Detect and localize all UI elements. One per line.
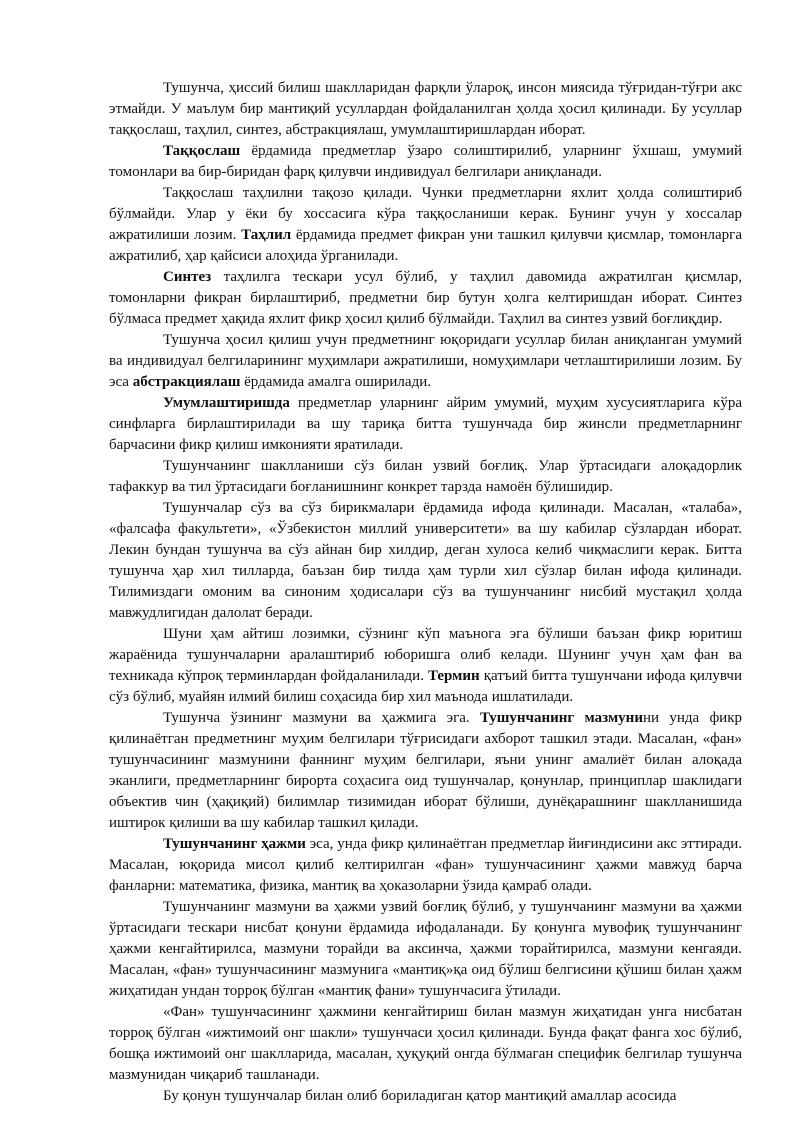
paragraph (109, 141, 742, 183)
paragraph (109, 393, 742, 456)
paragraph-text: Тушунчанинг мазмуни ва ҳажми узвий боғлиқ бўлиб, у тушунчанинг мазмуни ва ҳажми ўртасидаги тескари нисбат қонуни ёрдамида ифодаланади. Бу қонунга мувофиқ тушунчанинг ҳажми кенгайтирилса, мазмуни торайди ва аксинча, ҳажми торайтирилса, мазмуни кенгаяди. Масалан, «фан» тушунчасининг мазмунига «мантиқ»қа оид бўлиш белгисини қўшиш билан ҳажм жиҳатидан ундан торроқ бўлган «мантиқ фани» тушунчасига ўтилади. (109, 899, 742, 999)
paragraph-text: ни унда фикр қилинаётган предметнинг муҳим белгилари тўғрисидаги ахборот ташкил этади. Масалан, «фан» тушунчасининг мазмунини фаннинг муҳим белгилари, яъни унинг амалиёт билан алоқада эканлиги, предметларнинг бирорта соҳасига оид тушунчалар, қонунлар, принциплар шаклидаги объектив чин (ҳақиқий) билимлар тизимидан иборат бўлиши, дунёқарашнинг шаклланишида иштирок қилиши ва шу кабилар ташкил қилади. (109, 710, 742, 831)
paragraph-text: ёрдамида предметлар ўзаро солиштирилиб, уларнинг ўхшаш, умумий томонлари ва бир-биридан фарқ қилувчи индивидуал белгилари аниқланади. (109, 143, 742, 180)
paragraph-text: таҳлилга тескари усул бўлиб, у таҳлил давомида ажратилган қисмлар, томонларни фикран бирлаштириб, предметни бир бутун ҳолга келтиришдан иборат. Синтез бўлмаса предмет ҳақида яхлит фикр ҳосил қилиб бўлмайди. Таҳлил ва синтез узвий боғлиқдир. (109, 269, 742, 327)
bold-term: Умумлаштиришда (163, 395, 290, 411)
paragraph-text: қатъий битта тушунчани ифода қилувчи сўз бўлиб, муайян илмий билиш соҳасида бир хил маънода ишлатилади. (109, 668, 742, 705)
paragraph (109, 183, 742, 267)
bold-term: Таққослаш (163, 143, 241, 159)
paragraph-text: Таққослаш таҳлилни тақозо қилади. Чунки предметларни яхлит ҳолда солиштириб бўлмайди. Улар у ёки бу хоссасига кўра таққосланиши керак. Бунинг учун у хоссалар ажратилиши лозим. (109, 185, 742, 243)
paragraph-text: Тушунча, ҳиссий билиш шаклларидан фарқли ўлароқ, инсон миясида тўғридан-тўғри акс этмайди. У маълум бир мантиқий усуллардан фойдаланилган ҳолда ҳосил қилинади. Бу усуллар таққослаш, таҳлил, синтез, абстракциялаш, умумлаштиришлардан иборат. (109, 80, 742, 138)
paragraph (109, 897, 742, 1002)
paragraph (109, 834, 742, 897)
paragraph (109, 708, 742, 834)
paragraph-text: Тушунча ҳосил қилиш учун предметнинг юқоридаги усуллар билан аниқланган умумий ва индивидуал белгиларининг муҳимлари ажратилиши, номуҳимлари четлаштирилиши лозим. Бу эса (109, 332, 742, 390)
paragraph-text: ёрдамида амалга оширилади. (240, 374, 431, 390)
bold-term: Термин (427, 668, 480, 684)
paragraph-text: Тушунчанинг шаклланиши сўз билан узвий боғлиқ. Улар ўртасидаги алоқадорлик тафаккур ва тил ўртасидаги боғланишнинг конкрет тарзда намоён бўлишидир. (109, 458, 742, 495)
paragraph (109, 78, 742, 141)
paragraph (109, 456, 742, 498)
paragraph-text: Тушунчалар сўз ва сўз бирикмалари ёрдамида ифода қилинади. Масалан, «талаба», «фалсафа факультети», «Ўзбекистон миллий университети» ва шу кабилар сўзлардан иборат. Лекин бундан тушунча ва сўз айнан бир хилдир, деган хулоса келиб чиқмаслиги керак. Битта тушунча ҳар хил тилларда, баъзан бир тилда ҳам турли хил сўзлар билан ифода қилинади. Тилимиздаги омоним ва синоним ҳодисалари сўз ва тушунчанинг нисбий мустақил ҳолда мавжудлигидан далолат беради. (109, 500, 742, 621)
paragraph-text: Тушунча ўзининг мазмуни ва ҳажмига эга. (163, 710, 480, 726)
paragraph-text: эса, унда фикр қилинаётган предметлар йиғиндисини акс эттиради. Масалан, юқорида мисол қилиб келтирилган «фан» тушунчасининг ҳажми мавжуд барча фанларни: математика, физика, мантиқ ва ҳоказоларни ўзида қамраб олади. (109, 836, 743, 894)
paragraph (109, 330, 742, 393)
paragraph-text: «Фан» тушунчасининг ҳажмини кенгайтириш билан мазмун жиҳатидан унга нисбатан торроқ бўлган «ижтимоий онг шакли» тушунчаси ҳосил қилинади. Бунда фақат фанга хос бўлиб, бошқа ижтимоий онг шаклларида, масалан, ҳуқуқий онгда бўлмаган специфик белгилар тушунча мазмунидан чиқариб ташланади. (109, 1004, 742, 1083)
bold-term: Тушунчанинг мазмуни (479, 710, 643, 726)
bold-term: Синтез (163, 269, 212, 285)
paragraph (109, 498, 742, 624)
bold-term: абстракциялаш (132, 374, 241, 390)
bold-term: Тушунчанинг ҳажми (163, 836, 306, 852)
paragraph-text: предметлар уларнинг айрим умумий, муҳим хусусиятларига кўра синфларга бирлаштирилади ва шу тариқа битта тушунчада бир жинсли предметларнинг барчасини фикр қилиш имконияти яратилади. (109, 395, 742, 453)
paragraph (109, 1086, 742, 1107)
paragraph-text: Бу қонун тушунчалар билан олиб бориладиган қатор мантиқий амаллар асосида (163, 1088, 677, 1104)
paragraph (109, 1002, 742, 1086)
bold-term: Таҳлил (241, 227, 292, 243)
paragraph (109, 624, 742, 708)
paragraph (109, 267, 742, 330)
paragraph-text: Шуни ҳам айтиш лозимки, сўзнинг кўп маънога эга бўлиши баъзан фикр юритиш жараёнида тушунчаларни аралаштириб юборишга олиб келади. Шунинг учун ҳам фан ва техникада кўпроқ терминлардан фойдаланилади. (109, 626, 742, 684)
paragraph-text: ёрдамида предмет фикран уни ташкил қилувчи қисмлар, томонларга ажратилиб, ҳар қайсиси алоҳида ўрганилади. (109, 227, 742, 264)
